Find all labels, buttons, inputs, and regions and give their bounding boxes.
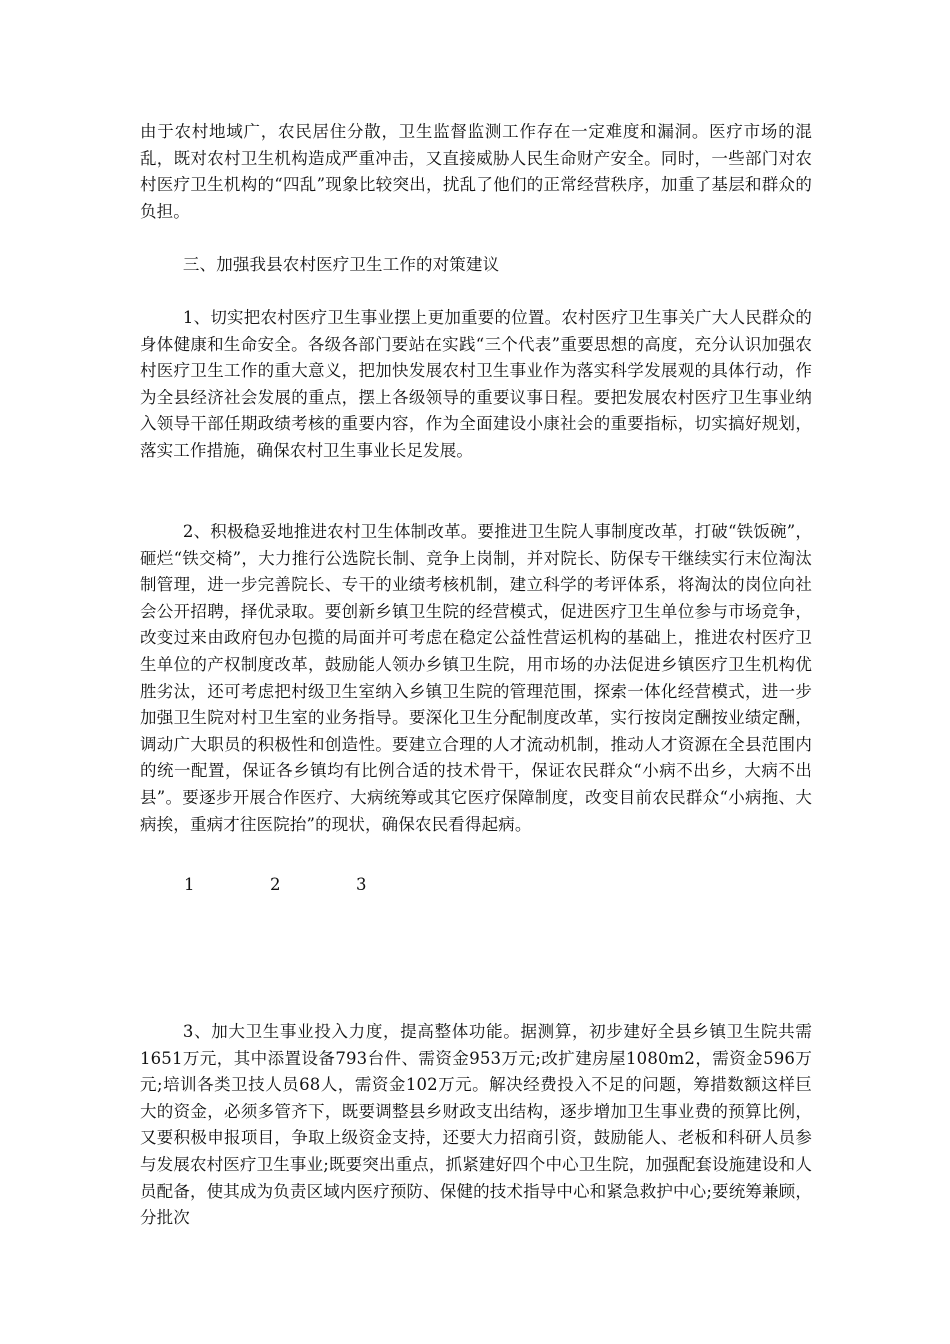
paragraph-intro-text: 由于农村地域广，农民居住分散，卫生监督监测工作存在一定难度和漏洞。医疗市场的混乱，既对农村卫生机构造成严重冲击，又直接威胁人民生命财产安全。同时，一些部门对农村医疗卫生机构的“四乱”现象比较突出，扰乱了他们的正常经营秩序，加重了基层和群众的负担。 [140, 122, 812, 221]
paragraph-1-text: 1、切实把农村医疗卫生事业摆上更加重要的位置。农村医疗卫生事关广大人民群众的身体健康和生命安全。各级各部门要站在实践“三个代表”重要思想的高度，充分认识加强农村医疗卫生工作的重大意义，把加快发展农村卫生事业作为落实科学发展观的具体行动，作为全县经济社会发展的重点，摆上各级领导的重要议事日程。要把发展农村医疗卫生事业纳入领导干部任期政绩考核的重要内容，作为全面建设小康社会的重要指标，切实搞好规划，落实工作措施，确保农村卫生事业长足发展。 [140, 308, 812, 460]
page-number-1: 1 [184, 875, 195, 894]
paragraph-intro [140, 119, 812, 225]
section-heading [140, 252, 812, 279]
section-heading-text: 三、加强我县农村医疗卫生工作的对策建议 [182, 255, 500, 274]
paragraph-2 [140, 519, 812, 838]
paragraph-3-text: 3、加大卫生事业投入力度，提高整体功能。据测算，初步建好全县乡镇卫生院共需1651万元，其中添置设备793台件、需资金953万元;改扩建房屋1080m2，需资金596万元;培训各类卫技人员68人，需资金102万元。解决经费投入不足的问题，筹措数额这样巨大的资金，必须多管齐下，既要调整县乡财政支出结构，逐步增加卫生事业费的预算比例，又要积极申报项目，争取上级资金支持，还要大力招商引资，鼓励能人、老板和科研人员参与发展农村医疗卫生事业;既要突出重点，抓紧建好四个中心卫生院，加强配套设施建设和人员配备，使其成为负责区域内医疗预防、保健的技术指导中心和紧急救护中心;要统筹兼顾，分批次 [140, 1022, 812, 1228]
page-number-2: 2 [270, 875, 281, 894]
paragraph-3 [140, 1019, 812, 1232]
page-number-list [184, 872, 442, 899]
paragraph-2-text: 2、积极稳妥地推进农村卫生体制改革。要推进卫生院人事制度改革，打破“铁饭碗”，砸烂“铁交椅”，大力推行公选院长制、竞争上岗制，并对院长、防保专干继续实行末位淘汰制管理，进一步完善院长、专干的业绩考核机制，建立科学的考评体系，将淘汰的岗位向社会公开招聘，择优录取。要创新乡镇卫生院的经营模式，促进医疗卫生单位参与市场竞争，改变过来由政府包办包揽的局面并可考虑在稳定公益性营运机构的基础上，推进农村医疗卫生单位的产权制度改革，鼓励能人领办乡镇卫生院，用市场的办法促进乡镇医疗卫生机构优胜劣汰，还可考虑把村级卫生室纳入乡镇卫生院的管理范围，探索一体化经营模式，进一步加强卫生院对村卫生室的业务指导。要深化卫生分配制度改革，实行按岗定酬按业绩定酬，调动广大职员的积极性和创造性。要建立合理的人才流动机制，推动人才资源在全县范围内的统一配置，保证各乡镇均有比例合适的技术骨干，保证农民群众“小病不出乡，大病不出县”。要逐步开展合作医疗、大病统筹或其它医疗保障制度，改变目前农民群众“小病拖、大病挨，重病才往医院抬”的现状，确保农民看得起病。 [140, 522, 812, 834]
page-number-3: 3 [356, 875, 367, 894]
paragraph-1 [140, 305, 812, 465]
